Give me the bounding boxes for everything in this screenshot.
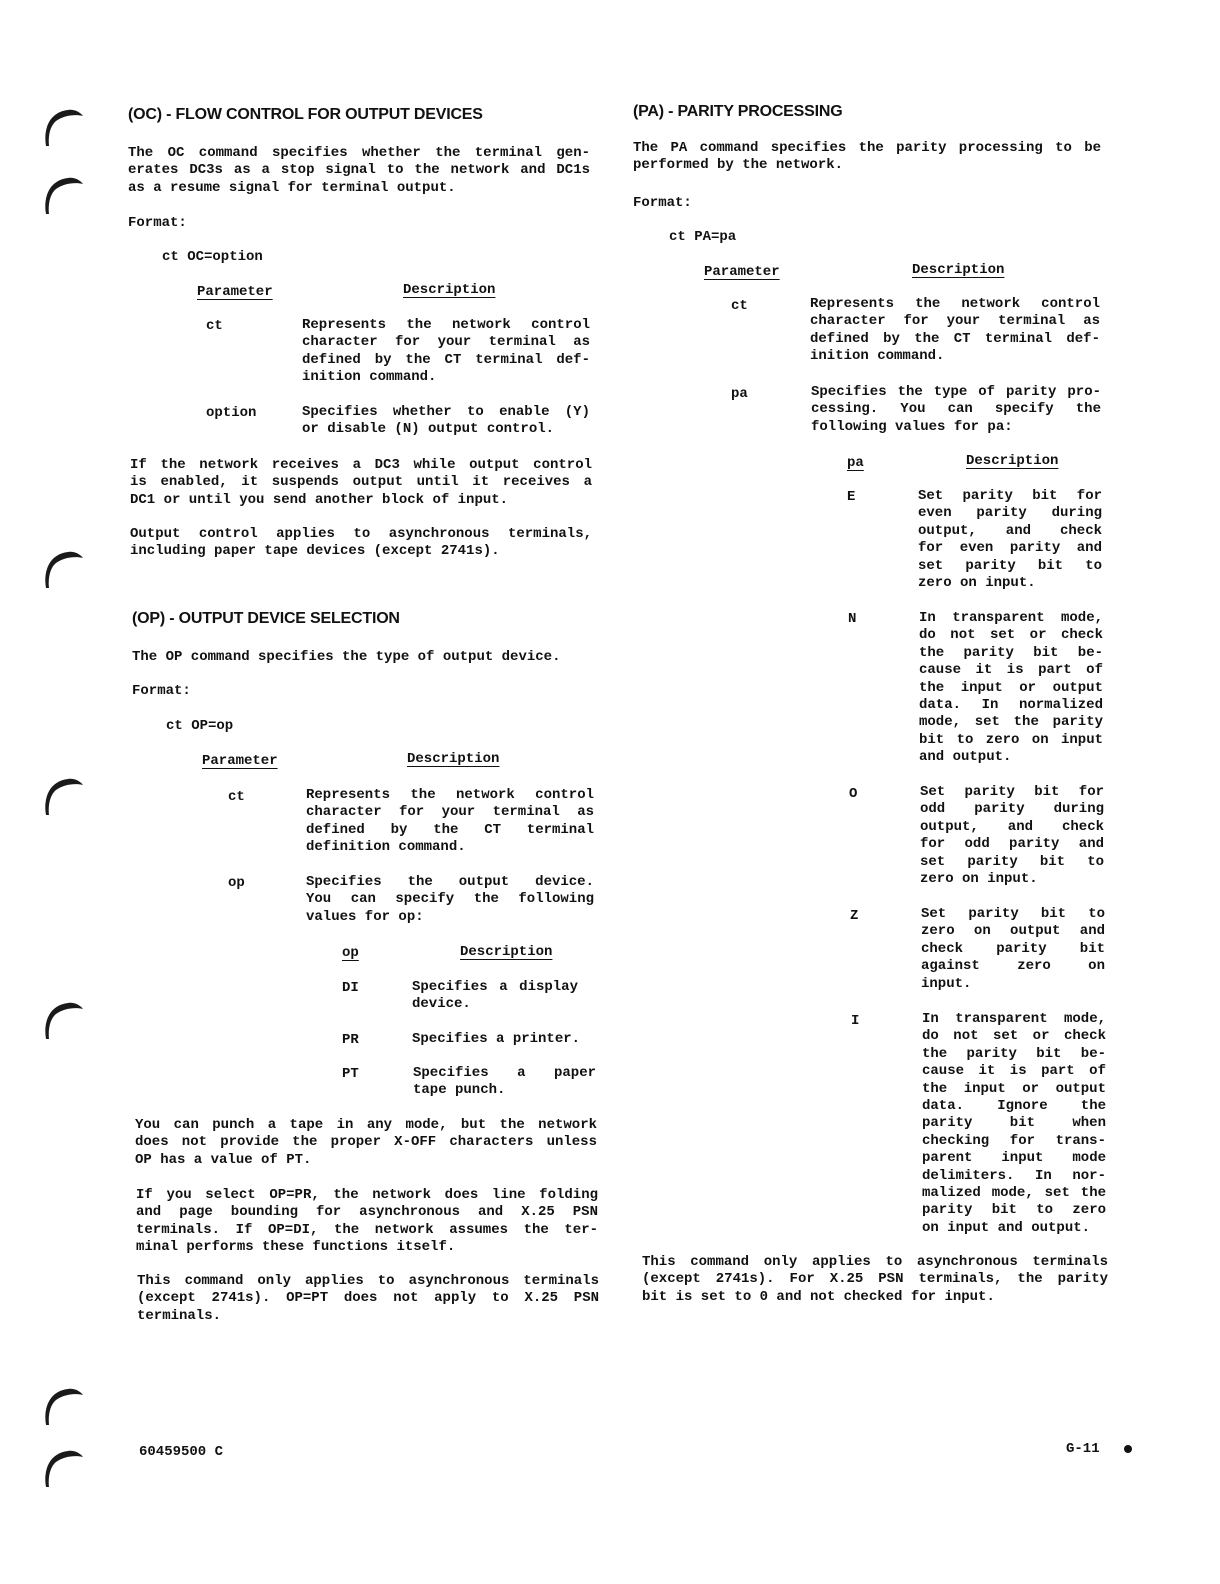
- value-desc-line: Set parity bit to: [921, 906, 1105, 922]
- oc-para1-line: DC1 or until you send another block of input.: [130, 491, 509, 508]
- op-para3: [137, 1273, 599, 1325]
- value-desc-line: zero on output and: [921, 923, 1105, 940]
- param-desc-line: character for your terminal as: [302, 334, 590, 351]
- value-desc-line: output, and check: [918, 522, 1102, 539]
- param-desc-line: inition command.: [302, 369, 437, 386]
- parameter-header: Parameter: [202, 753, 278, 769]
- param-desc: [302, 317, 590, 387]
- param-desc-line: Specifies the type of parity pro-: [811, 384, 1101, 400]
- op-para3-line: (except 2741s). OP=PT does not apply to X.25 PSN: [137, 1290, 599, 1307]
- value-description-header: Description: [966, 453, 1059, 469]
- op-para2-line: and page bounding for asynchronous and X.25 PSN: [136, 1204, 598, 1221]
- value-description-header: Description: [460, 944, 553, 960]
- value-desc-line: do not set or check: [922, 1028, 1106, 1045]
- pa-intro-line: The PA command specifies the parity processing to be: [633, 140, 1101, 156]
- param-desc-line: character for your terminal as: [306, 804, 594, 821]
- value-desc-line: odd parity during: [920, 801, 1104, 818]
- oc-intro: [128, 145, 590, 197]
- value-desc-line: device.: [412, 996, 471, 1013]
- value-desc-line: even parity during: [918, 505, 1102, 522]
- value-name: O: [849, 786, 858, 802]
- parameter-header: Parameter: [704, 264, 780, 280]
- value-desc-line: data. In normalized: [919, 697, 1103, 714]
- value-desc: [918, 488, 1102, 592]
- pa-para1-line: (except 2741s). For X.25 PSN terminals, the parity: [642, 1271, 1108, 1288]
- param-desc-line: You can specify the following: [306, 891, 594, 908]
- binder-hole-mark: [40, 172, 84, 216]
- value-desc-line: and output.: [919, 749, 1012, 766]
- param-name: ct: [228, 789, 245, 805]
- value-desc-line: mode, set the parity: [919, 714, 1103, 731]
- value-desc-line: do not set or check: [919, 627, 1103, 644]
- param-desc: [810, 296, 1100, 366]
- param-desc: [306, 874, 594, 926]
- pa-para1-line: bit is set to 0 and not checked for input.: [642, 1288, 995, 1305]
- param-desc-line: inition command.: [810, 348, 945, 365]
- param-desc-line: Represents the network control: [302, 317, 590, 333]
- value-desc: [922, 1011, 1106, 1237]
- value-desc-line: check parity bit: [921, 940, 1105, 957]
- op-intro: The OP command specifies the type of output device.: [132, 649, 561, 665]
- op-para2-line: minal performs these functions itself.: [136, 1239, 456, 1256]
- param-desc-line: Specifies the output device.: [306, 874, 594, 890]
- value-name: PT: [342, 1066, 359, 1082]
- oc-para2-line: Output control applies to asynchronous terminals,: [130, 526, 592, 542]
- param-desc-line: Represents the network control: [306, 787, 594, 803]
- oc-intro-line: erates DC3s as a stop signal to the network and DC1s: [128, 162, 590, 179]
- value-desc-line: cause it is part of: [922, 1063, 1106, 1080]
- value-name: DI: [342, 980, 359, 996]
- value-desc-line: zero on input.: [918, 575, 1036, 592]
- value-desc-line: Set parity bit for: [920, 784, 1104, 800]
- param-name: option: [206, 405, 257, 421]
- section-heading-op: (OP) - OUTPUT DEVICE SELECTION: [132, 610, 400, 627]
- op-para1-line: does not provide the proper X-OFF characters unless: [135, 1134, 597, 1151]
- value-desc-line: checking for trans-: [922, 1132, 1106, 1149]
- format-label: Format:: [128, 215, 187, 231]
- document-number: 60459500 C: [139, 1444, 224, 1460]
- value-desc-line: zero on input.: [920, 871, 1038, 888]
- page-number: G-11: [1066, 1441, 1100, 1457]
- param-desc-line: character for your terminal as: [810, 313, 1100, 330]
- format-syntax: ct OC=option: [162, 249, 263, 265]
- value-desc-line: Specifies a paper: [413, 1065, 596, 1081]
- value-header: pa: [847, 455, 864, 471]
- pa-intro: [633, 140, 1101, 175]
- oc-intro-line: The OC command specifies whether the terminal gen-: [128, 145, 590, 161]
- oc-intro-line: as a resume signal for terminal output.: [128, 179, 456, 196]
- value-name: PR: [342, 1032, 359, 1048]
- op-para1-line: You can punch a tape in any mode, but the network: [135, 1117, 597, 1133]
- param-desc-line: following values for pa:: [811, 418, 1013, 435]
- value-desc: [921, 906, 1105, 993]
- binder-hole-mark: [40, 1383, 84, 1427]
- op-para2-line: terminals. If OP=DI, the network assumes the ter-: [136, 1221, 598, 1238]
- param-desc: [811, 384, 1101, 436]
- description-header: Description: [407, 751, 500, 767]
- binder-hole-mark: [40, 997, 84, 1041]
- oc-para1-line: If the network receives a DC3 while output control: [130, 457, 592, 473]
- binder-hole-mark: [40, 1445, 84, 1489]
- param-name: op: [228, 875, 245, 891]
- param-name: ct: [206, 318, 223, 334]
- value-header: op: [342, 945, 359, 961]
- param-desc-line: defined by the CT terminal def-: [810, 330, 1100, 347]
- value-desc-line: input.: [921, 975, 972, 992]
- param-desc-line: Specifies whether to enable (Y): [302, 404, 590, 420]
- value-desc-line: tape punch.: [413, 1082, 506, 1099]
- value-desc-line: set parity bit to: [920, 853, 1104, 870]
- oc-para1: [130, 457, 592, 509]
- param-name: pa: [731, 386, 748, 402]
- pa-para1-line: This command only applies to asynchronous terminals: [642, 1254, 1108, 1270]
- pa-para1: [642, 1254, 1108, 1306]
- param-desc: [302, 404, 590, 439]
- value-desc-line: parent input mode: [922, 1150, 1106, 1167]
- page-bullet: [1124, 1445, 1132, 1453]
- parameter-header: Parameter: [197, 284, 273, 300]
- format-syntax: ct OP=op: [166, 718, 234, 734]
- section-heading-pa: (PA) - PARITY PROCESSING: [633, 103, 843, 120]
- oc-para2-line: including paper tape devices (except 2741s).: [130, 543, 500, 560]
- value-desc: [413, 1065, 596, 1100]
- value-desc: [920, 784, 1104, 888]
- value-desc: [919, 610, 1103, 767]
- value-name: I: [851, 1013, 860, 1029]
- param-desc-line: cessing. You can specify the: [811, 401, 1101, 418]
- param-desc-line: definition command.: [306, 839, 466, 856]
- value-desc-line: In transparent mode,: [919, 610, 1103, 626]
- value-desc-line: output, and check: [920, 818, 1104, 835]
- param-desc: [306, 787, 594, 857]
- param-desc-line: defined by the CT terminal: [306, 821, 594, 838]
- value-name: Z: [850, 908, 859, 924]
- description-header: Description: [912, 262, 1005, 278]
- op-para1-line: OP has a value of PT.: [135, 1151, 312, 1168]
- description-header: Description: [403, 282, 496, 298]
- pa-intro-line: performed by the network.: [633, 157, 844, 174]
- op-para2: [136, 1187, 598, 1257]
- param-desc-line: defined by the CT terminal def-: [302, 351, 590, 368]
- value-desc-line: cause it is part of: [919, 662, 1103, 679]
- op-para3-line: This command only applies to asynchronous terminals: [137, 1273, 599, 1289]
- value-desc-line: malized mode, set the: [922, 1185, 1106, 1202]
- param-desc-line: or disable (N) output control.: [302, 421, 555, 438]
- value-desc-line: In transparent mode,: [922, 1011, 1106, 1027]
- section-heading-oc: (OC) - FLOW CONTROL FOR OUTPUT DEVICES: [128, 106, 483, 123]
- value-desc: [412, 979, 578, 1014]
- op-para3-line: terminals.: [137, 1307, 222, 1324]
- value-desc-line: bit to zero on input: [919, 731, 1103, 748]
- value-desc-line: for odd parity and: [920, 836, 1104, 853]
- value-desc-line: parity bit to zero: [922, 1202, 1106, 1219]
- op-para1: [135, 1117, 597, 1169]
- param-desc-line: values for op:: [306, 908, 424, 925]
- param-desc-line: Represents the network control: [810, 296, 1100, 312]
- value-desc-line: parity bit when: [922, 1115, 1106, 1132]
- value-desc-line: the input or output: [919, 679, 1103, 696]
- value-desc-line: Set parity bit for: [918, 488, 1102, 504]
- oc-para2: [130, 526, 592, 561]
- oc-para1-line: is enabled, it suspends output until it receives a: [130, 474, 592, 491]
- op-para2-line: If you select OP=PR, the network does line folding: [136, 1187, 598, 1203]
- value-desc-line: Specifies a printer.: [412, 1031, 581, 1047]
- param-name: ct: [731, 298, 748, 314]
- binder-hole-mark: [40, 546, 84, 590]
- value-name: E: [847, 489, 856, 505]
- format-label: Format:: [132, 683, 191, 699]
- format-label: Format:: [633, 195, 692, 211]
- value-desc-line: the parity bit be-: [922, 1045, 1106, 1062]
- value-desc-line: the input or output: [922, 1080, 1106, 1097]
- value-desc-line: against zero on: [921, 958, 1105, 975]
- value-desc-line: delimiters. In nor-: [922, 1167, 1106, 1184]
- value-desc-line: on input and output.: [922, 1219, 1091, 1236]
- value-name: N: [848, 611, 857, 627]
- value-desc-line: Specifies a display: [412, 979, 578, 995]
- binder-hole-mark: [40, 773, 84, 817]
- value-desc-line: for even parity and: [918, 540, 1102, 557]
- value-desc-line: set parity bit to: [918, 557, 1102, 574]
- format-syntax: ct PA=pa: [669, 229, 737, 245]
- binder-hole-mark: [40, 104, 84, 148]
- value-desc-line: the parity bit be-: [919, 644, 1103, 661]
- value-desc-line: data. Ignore the: [922, 1098, 1106, 1115]
- value-desc: [412, 1031, 592, 1048]
